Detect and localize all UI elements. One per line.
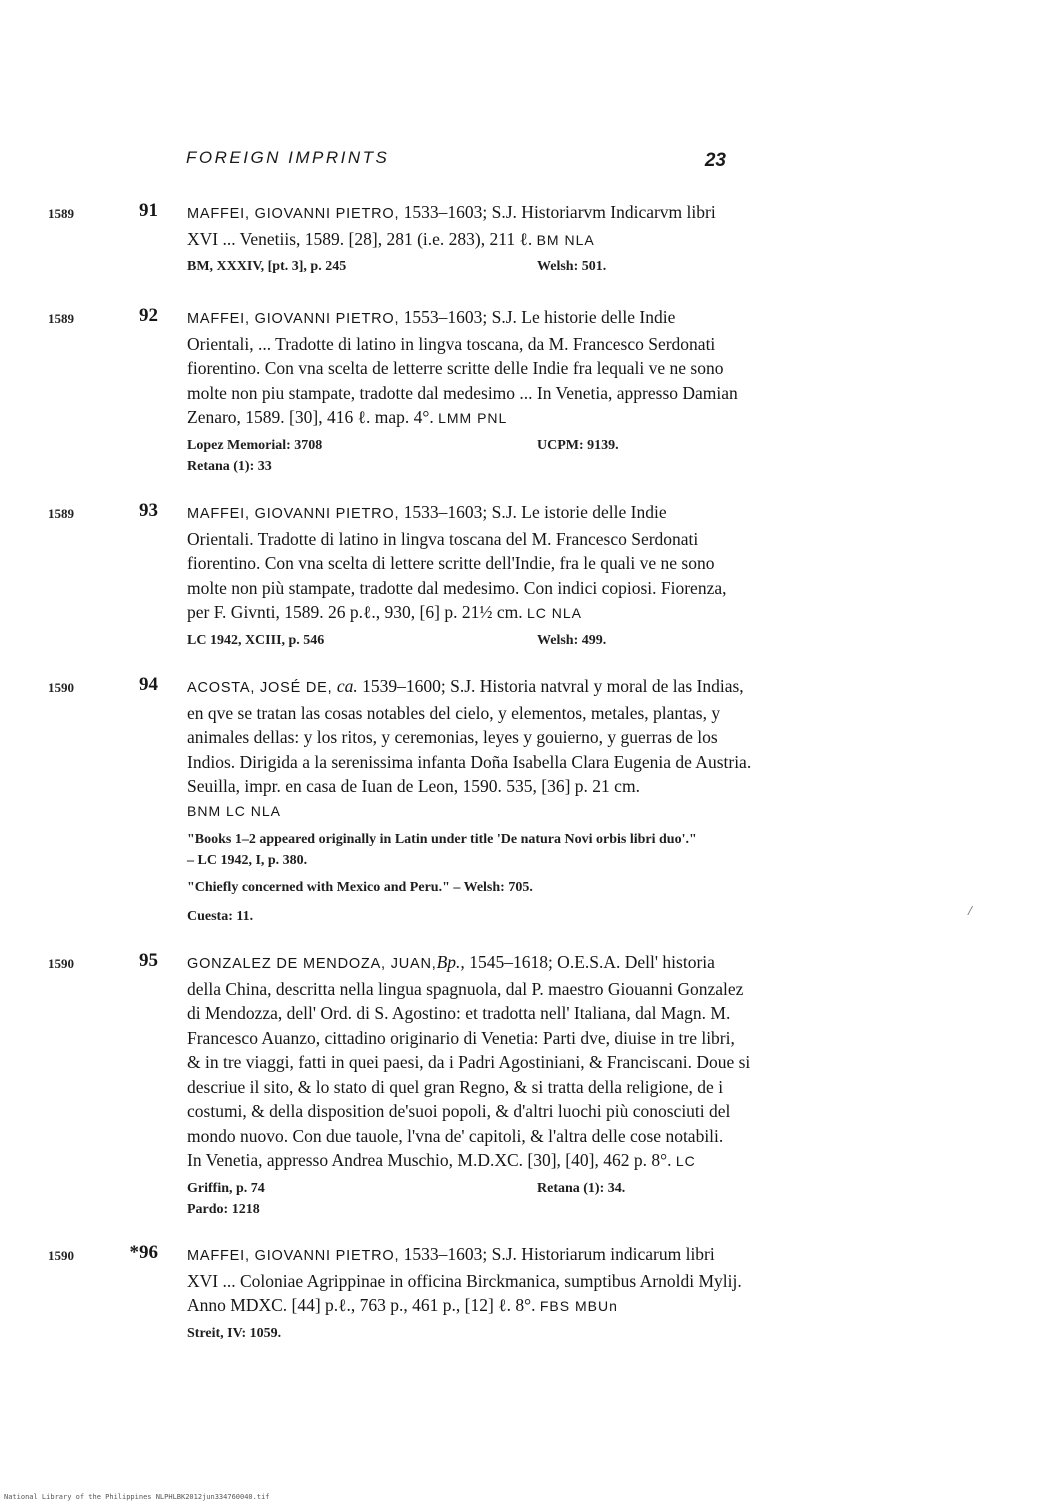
reference-left: LC 1942, XCIII, p. 546 (187, 632, 325, 648)
entry-line: molte non più stampate, tradotte dal medesimo. Con indici copiosi. Fiorenza, (187, 577, 727, 598)
entry-line: en qve se tratan las cosas notables del cielo, y elementos, metales, plantas, y (187, 702, 721, 723)
reference-left: Retana (1): 33 (187, 458, 272, 474)
entry-line: & in tre viaggi, fatti in quei paesi, da i Padri Agostiniani, & Franciscani. Doue si (187, 1052, 751, 1072)
reference-row (187, 456, 857, 477)
entry-line: Orientali, ... Tradotte di latino in lingva toscana, da M. Francesco Serdonati (187, 333, 716, 354)
entry-line: XVI ... Coloniae Agrippinae in officina Birckmanica, sumptibus Arnoldi Mylij. (187, 1270, 742, 1291)
entry-body (187, 1242, 857, 1344)
entry-body (187, 500, 857, 651)
reference-right: Welsh: 499. (537, 632, 607, 648)
entry-number: 92 (139, 305, 158, 326)
entry-year: 1590 (48, 680, 74, 695)
entry-line: Indios. Dirigida a la serenissima infanta Doña Isabella Clara Eugenia de Austria. (187, 751, 752, 772)
entry-number: *96 (129, 1242, 158, 1263)
entry-circa: ca. (336, 676, 358, 696)
entry-number: 94 (139, 674, 158, 695)
entry-author: GONZALEZ DE MENDOZA, JUAN, (187, 956, 437, 972)
entry-author: MAFFEI, GIOVANNI PIETRO, (187, 506, 400, 522)
entry-line: per F. Givnti, 1589. 26 p.ℓ., 930, [6] p. 21½ cm. (187, 602, 527, 622)
reference-row (187, 1323, 857, 1344)
entry-references (187, 435, 857, 477)
entry-author: ACOSTA, JOSÉ DE, (187, 680, 333, 696)
entry-author: MAFFEI, GIOVANNI PIETRO, (187, 206, 400, 222)
entry-locations: LC NLA (526, 605, 582, 621)
entry-line: Anno MDXC. [44] p.ℓ., 763 p., 461 p., [12] ℓ. 8°. (187, 1295, 540, 1315)
reference-row (187, 435, 857, 456)
entry-line: Zenaro, 1589. [30], 416 ℓ. map. 4°. (187, 407, 439, 427)
reference-left: Griffin, p. 74 (187, 1180, 265, 1196)
entry-line: di Mendozza, dell' Ord. di S. Agostino: et tradotta nell' Italiana, dal Magn. M. (187, 1003, 731, 1023)
reference-left: Pardo: 1218 (187, 1201, 260, 1217)
entry-author: MAFFEI, GIOVANNI PIETRO, (187, 311, 400, 327)
entry-line: molte non piu stampate, tradotte dal medesimo ... In Venetia, appresso Damian (187, 382, 738, 403)
entry-line: costumi, & della disposition de'suoi popoli, & d'altri luochi più conosciuti del (187, 1101, 731, 1121)
entry-year: 1590 (48, 956, 74, 971)
entry-year: 1589 (48, 506, 74, 521)
reference-right: Retana (1): 34. (537, 1180, 626, 1196)
entry-line: fiorentino. Con vna scelta de letterre scritte delle Indie fra lequali ve ne sono (187, 358, 724, 378)
reference-row (187, 1199, 857, 1220)
entry-body (187, 305, 857, 477)
entry-line: Orientali. Tradotte di latino in lingva toscana del M. Francesco Serdonati (187, 528, 699, 549)
entry-bishop: Bp., (436, 952, 465, 972)
footer-stamp: National Library of the Philippines NLPHLBK2012jun334760040.tif (4, 1493, 270, 1501)
entry-number: 95 (139, 950, 158, 971)
entry-line: 1539–1600; S.J. Historia natvral y moral de las Indias, (357, 676, 744, 696)
entry-line: 1533–1603; S.J. Historiarvm Indicarvm libri (399, 202, 716, 222)
entry-line: 1533–1603; S.J. Historiarum indicarum libri (399, 1244, 715, 1264)
entry-locations: LC (675, 1153, 696, 1169)
reference-left: Streit, IV: 1059. (187, 1325, 282, 1341)
entry-body (187, 950, 857, 1220)
entry-line: descriue il sito, & lo stato di quel gran Regno, & si tratta della religione, de i (187, 1076, 724, 1097)
reference-left: BM, XXXIV, [pt. 3], p. 245 (187, 259, 347, 274)
entry-note: "Books 1–2 appeared originally in Latin under title 'De natura Novi orbis libri duo'." (187, 832, 697, 847)
entry-locations: BM NLA (536, 231, 595, 248)
entry-line: 1553–1603; S.J. Le historie delle Indie (399, 307, 676, 327)
entry-line: fiorentino. Con vna scelta di lettere scritte dell'Indie, fra le quali ve ne sono (187, 553, 715, 573)
running-title: FOREIGN IMPRINTS (186, 148, 390, 167)
entry-line: mondo nuovo. Con due tauole, l'vna de' capitoli, & l'altra delle cose notabili. (187, 1125, 724, 1146)
entry-references (187, 1323, 857, 1344)
entry-year: 1589 (48, 206, 74, 221)
reference-row (187, 256, 857, 277)
entry-author: MAFFEI, GIOVANNI PIETRO, (187, 1248, 400, 1264)
entry-line: 1545–1618; O.E.S.A. Dell' historia (464, 952, 715, 972)
reference-left: Lopez Memorial: 3708 (187, 437, 323, 453)
entry-line: 1533–1603; S.J. Le istorie delle Indie (399, 502, 667, 522)
entry-line: In Venetia, appresso Andrea Muschio, M.D.XC. [30], [40], 462 p. 8°. (187, 1150, 676, 1170)
entry-locations: FBS MBUn (539, 1298, 618, 1314)
reference-row (187, 630, 857, 651)
entry-body (187, 200, 857, 277)
entry-note: "Chiefly concerned with Mexico and Peru." – Welsh: 705. (187, 880, 533, 895)
entry-body (187, 674, 857, 927)
entry-note: – LC 1942, I, p. 380. (187, 853, 308, 868)
entry-references (187, 1178, 857, 1220)
entry-line: XVI ... Venetiis, 1589. [28], 281 (i.e. 283), 211 ℓ. (187, 228, 537, 249)
reference-right: Welsh: 501. (537, 259, 607, 274)
entry-line: Seuilla, impr. en casa de Iuan de Leon, 1590. 535, [36] p. 21 cm. (187, 776, 640, 796)
entry-references (187, 630, 857, 651)
stray-mark: / (968, 904, 972, 919)
reference-right: UCPM: 9139. (537, 437, 619, 453)
entry-locations: LMM PNL (438, 410, 508, 426)
entry-references (187, 256, 857, 277)
entry-year: 1590 (48, 1248, 74, 1263)
entry-note: Cuesta: 11. (187, 909, 254, 924)
entry-locations: BNM LC NLA (187, 802, 282, 819)
entry-number: 91 (139, 200, 158, 221)
entry-number: 93 (139, 500, 158, 521)
entry-line: Francesco Auanzo, cittadino originario di Venetia: Parti dve, diuise in tre libri, (187, 1027, 735, 1048)
running-head (186, 148, 726, 178)
entry-line: della China, descritta nella lingua spagnuola, dal P. maestro Giouanni Gonzalez (187, 978, 744, 999)
reference-row (187, 1178, 857, 1199)
entry-year: 1589 (48, 311, 74, 326)
page-number: 23 (704, 150, 726, 171)
entry-line: animales dellas: y los ritos, y ceremonias, leyes y gouierno, y guerras de los (187, 727, 718, 747)
